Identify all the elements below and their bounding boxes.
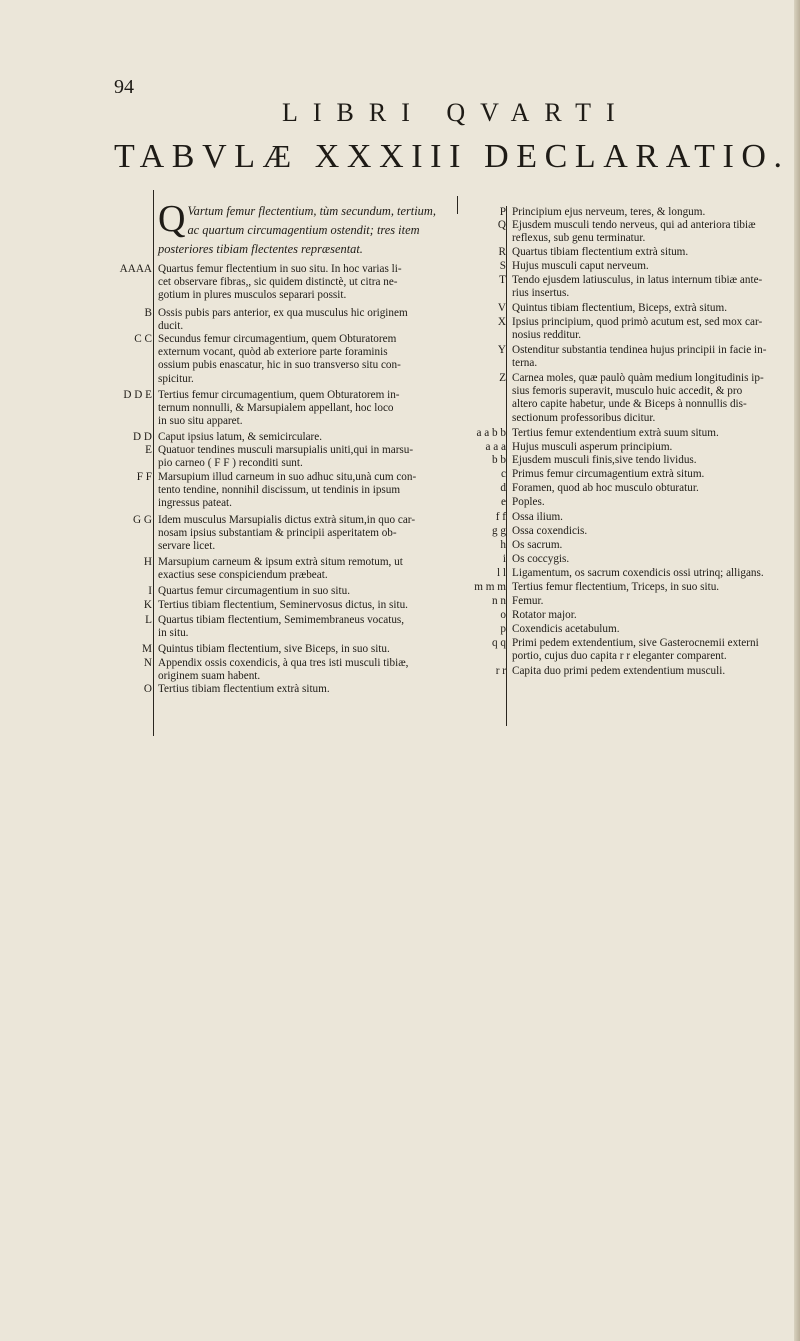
- entry-label: d: [500, 482, 506, 494]
- entry-label: l l: [496, 567, 506, 579]
- entry-text: Tertius femur circumagentium, quem Obturatorem in- ternum nonnulli, & Marsupialem appellant, hoc loco in suo situ apparet.: [158, 389, 400, 428]
- entry-text: Capita duo primi pedem extendentium musculi.: [512, 665, 726, 677]
- entry-label: b b: [492, 454, 506, 466]
- entry-label: q q: [492, 637, 506, 649]
- entry-text: Rotator major.: [512, 609, 577, 621]
- entry-text: Principium ejus nerveum, teres, & longum.: [512, 206, 706, 218]
- entry-label: a a a: [485, 441, 506, 453]
- entry-text: Hujus musculi asperum principium.: [512, 441, 673, 453]
- entry-text: Primus femur circumagentium extrà situm.: [512, 468, 705, 480]
- entry-label: V: [497, 302, 506, 314]
- page-number: 94: [114, 76, 134, 98]
- left-column-rule: [153, 190, 154, 736]
- entry-label: X: [497, 316, 506, 328]
- title-part-1: TABVL: [114, 138, 263, 175]
- entry-text: Ossa coxendicis.: [512, 525, 588, 537]
- entry-label: T: [499, 274, 506, 286]
- entry-text: Secundus femur circumagentium, quem Obturatorem externum vocant, quòd ab exteriore parte foraminis ossium pubis enascatur, hic in suo transverso situ con- spicitur.: [158, 333, 401, 385]
- entry-text: Tertius tibiam flectentium extrà situm.: [158, 683, 330, 695]
- intro-text: Vartum femur flectentium, tùm secundum, tertium, ac quartum circumagentium ostendit; tres item posteriores tibiam flectentes repræsentat.: [158, 204, 436, 256]
- drop-cap: Q: [158, 198, 186, 240]
- entry-label: L: [145, 614, 152, 626]
- entry-text: Ipsius principium, quod primò acutum est, sed mox car- nosius redditur.: [512, 316, 763, 342]
- entry-text: Os coccygis.: [512, 553, 570, 565]
- entry-text: Femur.: [512, 595, 544, 607]
- entry-label: E: [145, 444, 152, 456]
- entry-text: Idem musculus Marsupialis dictus extrà situm,in quo car- nosam ipsius substantiam & principii asperitatem ob- servare licet.: [158, 514, 416, 553]
- entry-text: Coxendicis acetabulum.: [512, 623, 620, 635]
- entry-text: Carnea moles, quæ paulò quàm medium longitudinis ip- sius femoris superavit, musculo huic accedit, & pro altero capite habetur, unde & Biceps à nonnullis dis- sectionum professoribus dicitur.: [512, 372, 764, 424]
- entry-text: Ostenditur substantia tendinea hujus principii in facie in- terna.: [512, 344, 767, 370]
- entry-text: Os sacrum.: [512, 539, 563, 551]
- entry-label: Z: [499, 372, 506, 384]
- entry-text: Quatuor tendines musculi marsupialis uniti,qui in marsu- pio carneo ( F F ) reconditi sunt.: [158, 444, 414, 470]
- right-column-rule: [506, 206, 507, 726]
- entry-text: Quintus tibiam flectentium, Biceps, extrà situm.: [512, 302, 728, 314]
- entry-label: K: [143, 599, 152, 611]
- entry-text: Primi pedem extendentium, sive Gasterocnemii externi portio, cujus duo capita r r eleganter comparent.: [512, 637, 759, 663]
- entry-text: Quartus femur circumagentium in suo situ.: [158, 585, 351, 597]
- entry-text: Ossa ilium.: [512, 511, 563, 523]
- entry-label: c: [501, 468, 506, 480]
- entry-text: Tertius femur extendentium extrà suum situm.: [512, 427, 719, 439]
- entry-label: O: [143, 683, 152, 695]
- entry-text: Ossis pubis pars anterior, ex qua musculus hic originem ducit.: [158, 307, 408, 333]
- title-part-2: XXXIII DECLARATIO.: [298, 138, 790, 175]
- entry-text: Ejusdem musculi finis,sive tendo lividus.: [512, 454, 697, 466]
- entry-label: P: [499, 206, 506, 218]
- entry-label: D D: [133, 431, 152, 443]
- entry-label: h: [500, 539, 506, 551]
- entry-text: Ejusdem musculi tendo nerveus, qui ad anteriora tibiæ reflexus, sub genu terminatur.: [512, 219, 756, 245]
- running-head: LIBRI QVARTI: [282, 98, 630, 127]
- entry-label: G G: [133, 514, 152, 526]
- entry-text: Tendo ejusdem latiusculus, in latus internum tibiæ ante- rius insertus.: [512, 274, 763, 300]
- entry-label: i: [502, 553, 506, 565]
- entry-label: M: [142, 643, 152, 655]
- title-ligature: Æ: [262, 138, 299, 174]
- entry-text: Marsupium carneum & ipsum extrà situm remotum, ut exactius sese conspiciendum præbeat.: [158, 556, 403, 582]
- entry-label: N: [143, 657, 152, 669]
- entry-label: B: [144, 307, 152, 319]
- entry-label: m m m: [474, 581, 506, 593]
- entry-text: Hujus musculi caput nerveum.: [512, 260, 649, 272]
- entry-label: p: [500, 623, 506, 635]
- entry-label: g g: [492, 525, 506, 537]
- entry-label: R: [498, 246, 506, 258]
- entry-label: D D E: [123, 389, 152, 401]
- entry-label: I: [148, 585, 152, 597]
- page-edge: [794, 0, 800, 1341]
- entry-text: Quintus tibiam flectentium, sive Biceps, in suo situ.: [158, 643, 390, 655]
- entry-label: a a b b: [476, 427, 506, 439]
- entry-text: Foramen, quod ab hoc musculo obturatur.: [512, 482, 699, 494]
- entry-label: f f: [495, 511, 506, 523]
- entry-label: F F: [136, 471, 152, 483]
- page-title: [114, 138, 790, 176]
- entry-text: Tertius tibiam flectentium, Seminervosus dictus, in situ.: [158, 599, 408, 611]
- entry-text: Quartus tibiam flectentium, Semimembraneus vocatus, in situ.: [158, 614, 405, 640]
- entry-text: Ligamentum, os sacrum coxendicis ossi utrinq; alligans.: [512, 567, 764, 579]
- entry-label: r r: [495, 665, 506, 677]
- entry-label: Q: [497, 219, 506, 231]
- entry-text: Quartus femur flectentium in suo situ. In hoc varias li- cet observare fibras,, sic quidem distinctè, ut citra ne- gotium in plures musculos separari possit.: [158, 263, 402, 302]
- intro-paragraph: [158, 198, 450, 259]
- entry-text: Poples.: [512, 496, 545, 508]
- entry-text: Marsupium illud carneum in suo adhuc situ,unà cum con- tento tendine, nonnihil discissum, ut tendinis in ipsum ingressus pateat.: [158, 471, 417, 510]
- entry-text: Quartus tibiam flectentium extrà situm.: [512, 246, 689, 258]
- entry-label: H: [143, 556, 152, 568]
- entry-label: Y: [497, 344, 506, 356]
- entry-text: Caput ipsius latum, & semicirculare.: [158, 431, 323, 443]
- entry-label: C C: [134, 333, 152, 345]
- entry-label: o: [500, 609, 506, 621]
- entry-label: S: [499, 260, 506, 272]
- entry-label: n n: [492, 595, 506, 607]
- entry-label: AAAA: [119, 263, 152, 275]
- entry-text: Tertius femur flectentium, Triceps, in suo situ.: [512, 581, 720, 593]
- entry-text: Appendix ossis coxendicis, à qua tres isti musculi tibiæ, originem suam habent.: [158, 657, 409, 683]
- entry-label: e: [501, 496, 506, 508]
